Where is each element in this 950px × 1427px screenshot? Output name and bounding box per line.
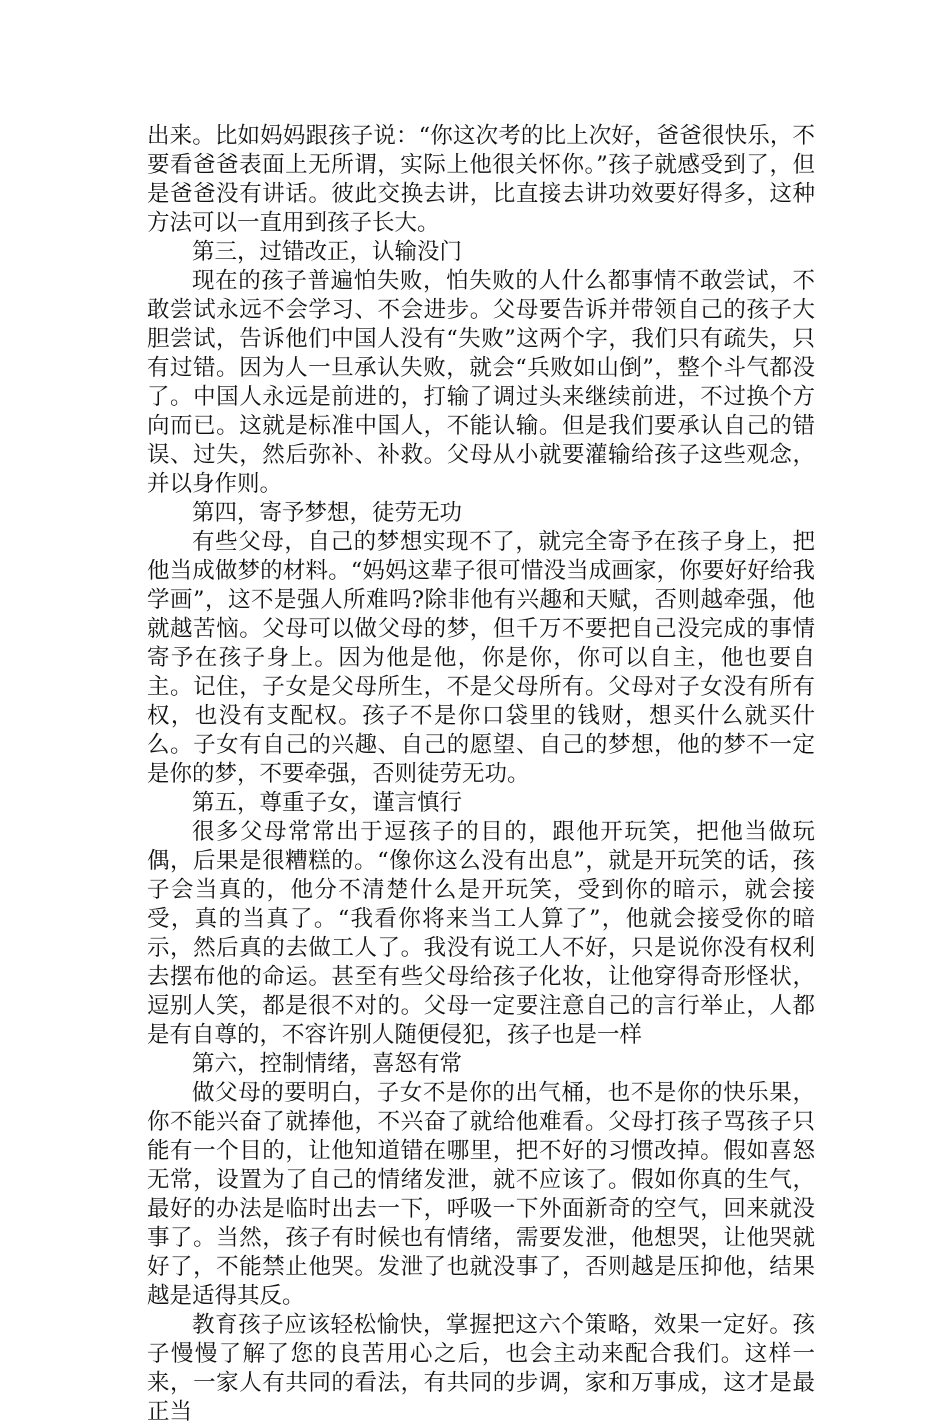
paragraph-section-4: 有些父母，自己的梦想实现不了，就完全寄予在孩子身上，把他当成做梦的材料。“妈妈这辈子很可惜没当成画家，你要好好给我学画”，这不是强人所难吗?除非他有兴趣和天赋，否则越牵强，他就越苦恼。父母可以做父母的梦，但千万不要把自己没完成的事情寄予在孩子身上。因为他是他，你是你，你可以自主，他也要自主。记住，子女是父母所生，不是父母所有。父母对子女没有所有权，也没有支配权。孩子不是你口袋里的钱财，想买什么就买什么。子女有自己的兴趣、自己的愿望、自己的梦想，他的梦不一定是你的梦，不要牵强，否则徒劳无功。 — [147, 529, 815, 787]
paragraph-conclusion: 教育孩子应该轻松愉快，掌握把这六个策略，效果一定好。孩子慢慢了解了您的良苦用心之后，也会主动来配合我们。这样一来，一家人有共同的看法，有共同的步调，家和万事成，这才是最正当 — [147, 1312, 815, 1425]
paragraph-section-5: 很多父母常常出于逗孩子的目的，跟他开玩笑，把他当做玩偶，后果是很糟糕的。“像你这么没有出息”，就是开玩笑的话，孩子会当真的，他分不清楚什么是开玩笑，受到你的暗示，就会接受，真的当真了。“我看你将来当工人算了”，他就会接受你的暗示，然后真的去做工人了。我没有说工人不好，只是说你没有权利去摆布他的命运。甚至有些父母给孩子化妆，让他穿得奇形怪状，逗别人笑，都是很不对的。父母一定要注意自己的言行举止，人都是有自尊的，不容许别人随便侵犯，孩子也是一样 — [147, 819, 815, 1048]
paragraph-section-6: 做父母的要明白，子女不是你的出气桶，也不是你的快乐果，你不能兴奋了就捧他，不兴奋了就给他难看。父母打孩子骂孩子只能有一个目的，让他知道错在哪里，把不好的习惯改掉。假如喜怒无常，设置为了自己的情绪发泄，就不应该了。假如你真的生气，最好的办法是临时出去一下，呼吸一下外面新奇的空气，回来就没事了。当然，孩子有时候也有情绪，需要发泄，他想哭，让他哭就好了，不能禁止他哭。发泄了也就没事了，否则越是压抑他，结果越是适得其反。 — [147, 1080, 815, 1309]
section-heading-3: 第三，过错改正，认输没门 — [192, 239, 463, 265]
section-heading-5: 第五，尊重子女，谨言慎行 — [192, 790, 463, 816]
document-body — [147, 122, 815, 1427]
paragraph-section-3: 现在的孩子普遍怕失败，怕失败的人什么都事情不敢尝试，不敢尝试永远不会学习、不会进步。父母要告诉并带领自己的孩子大胆尝试，告诉他们中国人没有“失败”这两个字，我们只有疏失，只有过错。因为人一旦承认失败，就会“兵败如山倒”，整个斗气都没了。中国人永远是前进的，打输了调过头来继续前进，不过换个方向而已。这就是标准中国人，不能认输。但是我们要承认自己的错误、过失，然后弥补、补救。父母从小就要灌输给孩子这些观念，并以身作则。 — [147, 268, 815, 497]
section-heading-6: 第六，控制情绪，喜怒有常 — [192, 1051, 463, 1077]
paragraph-continuation: 出来。比如妈妈跟孩子说：“你这次考的比上次好，爸爸很快乐，不要看爸爸表面上无所谓，实际上他很关怀你。”孩子就感受到了，但是爸爸没有讲话。彼此交换去讲，比直接去讲功效要好得多，这种方法可以一直用到孩子长大。 — [147, 123, 815, 236]
section-heading-4: 第四，寄予梦想，徒劳无功 — [192, 500, 463, 526]
